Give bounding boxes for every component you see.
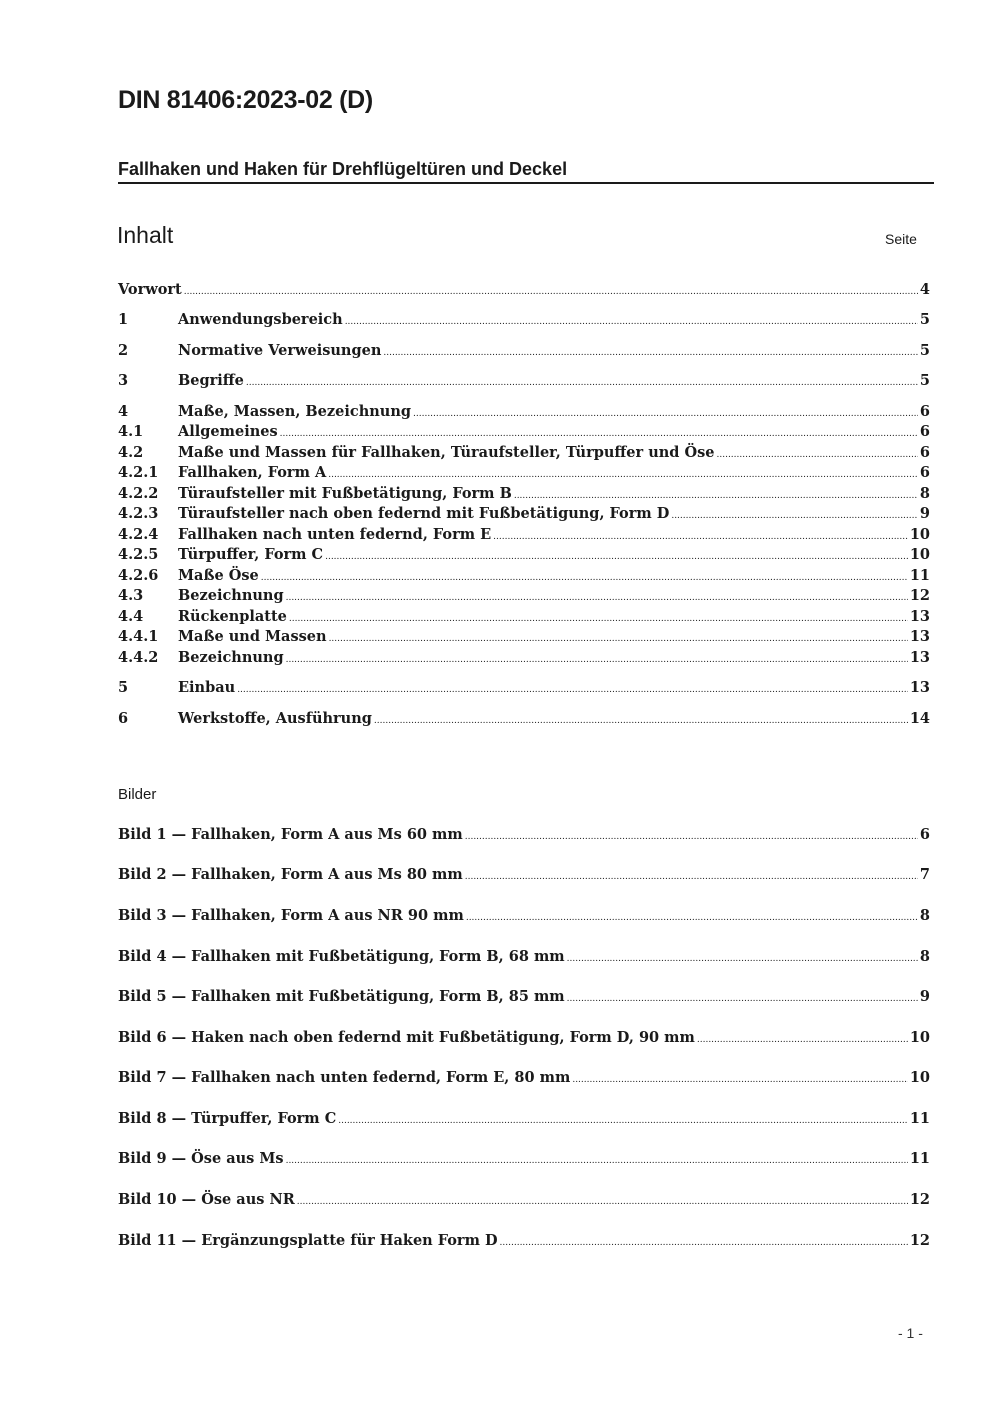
figures-heading: Bilder	[118, 786, 157, 803]
figure-entry-title: Bild 3 — Fallhaken, Form A aus NR 90 mm	[118, 907, 464, 924]
figure-entry-page: 8	[919, 948, 930, 965]
figure-entry[interactable]	[118, 1029, 930, 1049]
toc-entry-number: 4.2.5	[118, 546, 159, 563]
toc-entry-title: Türaufsteller mit Fußbetätigung, Form B	[178, 485, 512, 502]
toc-leader-dots	[184, 287, 918, 297]
figure-entry[interactable]	[118, 1069, 930, 1089]
toc-entry-number: 1	[118, 311, 129, 328]
toc-entry-title: Fallhaken nach unten federnd, Form E	[178, 526, 492, 543]
toc-entry-title: Fallhaken, Form A	[178, 464, 327, 481]
toc-entry-number: 5	[118, 679, 129, 696]
toc-leader-dots	[500, 1238, 908, 1248]
toc-entry-number: 4.2.1	[118, 464, 159, 481]
figure-entry[interactable]	[118, 1232, 930, 1252]
page-column-label: Seite	[885, 231, 917, 247]
toc-entry-title: Bezeichnung	[178, 587, 284, 604]
toc-entry-page: 6	[919, 464, 930, 481]
toc-entry-page: 5	[919, 372, 930, 389]
toc-entry-title: Türpuffer, Form C	[178, 546, 324, 563]
toc-entry[interactable]	[118, 311, 930, 331]
page-number: - 1 -	[898, 1325, 923, 1341]
toc-entry[interactable]	[118, 281, 930, 301]
toc-entry-title: Einbau	[178, 679, 236, 696]
toc-entry-title: Anwendungsbereich	[178, 311, 343, 328]
toc-leader-dots	[493, 532, 908, 542]
toc-entry-page: 8	[919, 485, 930, 502]
toc-leader-dots	[261, 573, 908, 583]
toc-entry[interactable]	[118, 464, 930, 484]
toc-entry[interactable]	[118, 526, 930, 546]
figure-entry[interactable]	[118, 1110, 930, 1130]
toc-leader-dots	[572, 1075, 907, 1085]
toc-leader-dots	[329, 634, 908, 644]
toc-entry[interactable]	[118, 423, 930, 443]
figure-entry-title: Bild 2 — Fallhaken, Form A aus Ms 80 mm	[118, 866, 463, 883]
figure-entry[interactable]	[118, 948, 930, 968]
figure-entry[interactable]	[118, 866, 930, 886]
toc-leader-dots	[717, 450, 918, 460]
figure-entry[interactable]	[118, 1191, 930, 1211]
toc-entry-page: 13	[909, 608, 930, 625]
figure-entry-title: Bild 6 — Haken nach oben federnd mit Fußbetätigung, Form D, 90 mm	[118, 1029, 695, 1046]
toc-leader-dots	[383, 348, 918, 358]
toc-leader-dots	[514, 491, 918, 501]
toc-entry-page: 11	[909, 567, 930, 584]
toc-leader-dots	[237, 685, 908, 695]
figure-entry-title: Bild 4 — Fallhaken mit Fußbetätigung, Form B, 68 mm	[118, 948, 565, 965]
toc-leader-dots	[345, 317, 918, 327]
toc-leader-dots	[338, 1116, 908, 1126]
toc-leader-dots	[413, 409, 918, 419]
toc-entry-page: 6	[919, 444, 930, 461]
toc-heading: Inhalt	[117, 222, 174, 248]
toc-leader-dots	[465, 872, 918, 882]
toc-entry-title: Türaufsteller nach oben federnd mit Fußbetätigung, Form D	[178, 505, 670, 522]
toc-entry-page: 5	[919, 311, 930, 328]
figure-entry-page: 9	[919, 988, 930, 1005]
toc-entry[interactable]	[118, 444, 930, 464]
toc-entry-title: Rückenplatte	[178, 608, 287, 625]
toc-entry[interactable]	[118, 403, 930, 423]
toc-entry-number: 4.2.3	[118, 505, 159, 522]
toc-entry-title: Normative Verweisungen	[178, 342, 382, 359]
figure-entry-page: 11	[909, 1150, 930, 1167]
figure-entry-page: 10	[909, 1029, 930, 1046]
toc-entry-number: 4.2.2	[118, 485, 159, 502]
toc-leader-dots	[328, 470, 918, 480]
toc-entry-number: 4.2	[118, 444, 144, 461]
toc-entry-title: Maße und Massen für Fallhaken, Türaufsteller, Türpuffer und Öse	[178, 444, 715, 461]
toc-leader-dots	[466, 913, 918, 923]
toc-entry-number: 4.2.4	[118, 526, 159, 543]
toc-entry-page: 6	[919, 403, 930, 420]
toc-entry-title: Vorwort	[118, 281, 182, 298]
toc-leader-dots	[289, 614, 908, 624]
toc-entry-title: Allgemeines	[178, 423, 278, 440]
toc-entry[interactable]	[118, 608, 930, 628]
toc-entry-page: 5	[919, 342, 930, 359]
figure-entry[interactable]	[118, 907, 930, 927]
toc-entry-number: 4.1	[118, 423, 144, 440]
toc-entry-number: 4.4	[118, 608, 144, 625]
toc-entry-page: 4	[919, 281, 930, 298]
toc-entry[interactable]	[118, 505, 930, 525]
toc-entry-number: 4.4.2	[118, 649, 159, 666]
toc-entry[interactable]	[118, 649, 930, 669]
toc-entry-page: 12	[909, 587, 930, 604]
toc-entry-number: 4	[118, 403, 129, 420]
toc-leader-dots	[297, 1197, 908, 1207]
toc-entry-page: 10	[909, 546, 930, 563]
toc-entry[interactable]	[118, 710, 930, 730]
figure-entry-title: Bild 7 — Fallhaken nach unten federnd, Form E, 80 mm	[118, 1069, 571, 1086]
toc-entry[interactable]	[118, 679, 930, 699]
toc-entry[interactable]	[118, 342, 930, 362]
toc-leader-dots	[286, 655, 908, 665]
toc-leader-dots	[671, 511, 918, 521]
figure-entry-title: Bild 1 — Fallhaken, Form A aus Ms 60 mm	[118, 826, 463, 843]
figure-entry-page: 7	[919, 866, 930, 883]
figure-entry-title: Bild 5 — Fallhaken mit Fußbetätigung, Form B, 85 mm	[118, 988, 565, 1005]
toc-leader-dots	[286, 1156, 908, 1166]
toc-entry[interactable]	[118, 546, 930, 566]
figure-entry-title: Bild 9 — Öse aus Ms	[118, 1150, 284, 1167]
toc-entry-number: 3	[118, 372, 129, 389]
toc-entry-number: 2	[118, 342, 129, 359]
toc-entry-title: Maße Öse	[178, 567, 259, 584]
toc-entry-title: Werkstoffe, Ausführung	[178, 710, 372, 727]
toc-leader-dots	[280, 429, 918, 439]
toc-entry-title: Begriffe	[178, 372, 244, 389]
toc-leader-dots	[374, 716, 908, 726]
figure-entry[interactable]	[118, 826, 930, 846]
figure-entry-page: 10	[909, 1069, 930, 1086]
subtitle-divider	[118, 182, 934, 184]
toc-entry-number: 4.3	[118, 587, 144, 604]
toc-entry-page: 13	[909, 649, 930, 666]
figure-entry-page: 12	[909, 1191, 930, 1208]
toc-entry-title: Bezeichnung	[178, 649, 284, 666]
toc-entry[interactable]	[118, 587, 930, 607]
figure-entry[interactable]	[118, 1150, 930, 1170]
toc-entry[interactable]	[118, 372, 930, 392]
toc-entry-page: 13	[909, 628, 930, 645]
toc-entry-page: 13	[909, 679, 930, 696]
figure-entry-page: 11	[909, 1110, 930, 1127]
toc-entry-title: Maße, Massen, Bezeichnung	[178, 403, 412, 420]
toc-entry-number: 6	[118, 710, 129, 727]
toc-entry-page: 14	[909, 710, 930, 727]
toc-leader-dots	[567, 994, 918, 1004]
toc-entry-page: 6	[919, 423, 930, 440]
toc-leader-dots	[465, 832, 918, 842]
toc-leader-dots	[567, 954, 918, 964]
toc-entry-number: 4.4.1	[118, 628, 159, 645]
toc-entry-title: Maße und Massen	[178, 628, 327, 645]
figure-entry-title: Bild 11 — Ergänzungsplatte für Haken Form D	[118, 1232, 498, 1249]
figure-entry-title: Bild 8 — Türpuffer, Form C	[118, 1110, 337, 1127]
document-subtitle: Fallhaken und Haken für Drehflügeltüren und Deckel	[118, 159, 568, 179]
figure-entry-title: Bild 10 — Öse aus NR	[118, 1191, 295, 1208]
toc-leader-dots	[286, 593, 908, 603]
figure-entry-page: 8	[919, 907, 930, 924]
toc-leader-dots	[325, 552, 908, 562]
toc-entry-number: 4.2.6	[118, 567, 159, 584]
toc-entry-page: 9	[919, 505, 930, 522]
figure-entry-page: 6	[919, 826, 930, 843]
figure-entry-page: 12	[909, 1232, 930, 1249]
toc-entry[interactable]	[118, 567, 930, 587]
toc-entry-page: 10	[909, 526, 930, 543]
toc-entry[interactable]	[118, 628, 930, 648]
document-id: DIN 81406:2023-02 (D)	[118, 86, 373, 114]
figure-entry[interactable]	[118, 988, 930, 1008]
toc-entry[interactable]	[118, 485, 930, 505]
toc-leader-dots	[697, 1035, 908, 1045]
toc-leader-dots	[246, 378, 918, 388]
